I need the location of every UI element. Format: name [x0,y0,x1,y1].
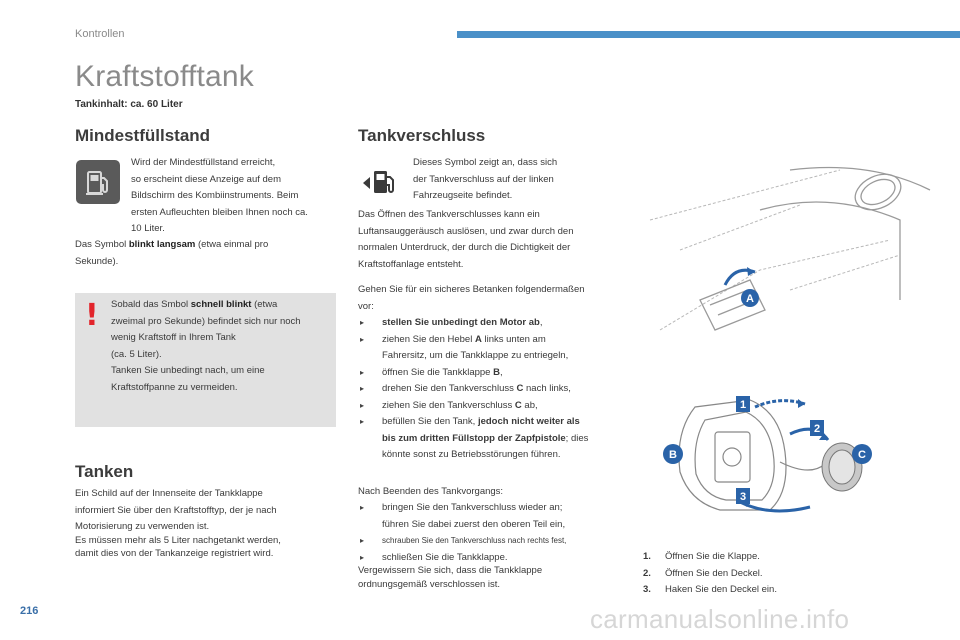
text-line: Wird der Mindestfüllstand erreicht, [131,157,276,168]
text-line: Luftansauggeräusch auslösen, und zwar durch den [358,225,574,237]
text-run: , [539,317,543,328]
text-line: der Tankverschluss auf der linken [413,173,554,185]
text-run: nach links, [523,383,571,394]
heading-mindestfuellstand: Mindestfüllstand [75,126,211,145]
fuel-pump-icon [82,166,114,198]
text-line: Tanken Sie unbedingt nach, um eine [111,365,265,376]
list-item [358,414,630,464]
text-line: normalen Unterdruck, der durch die Dichtigkeit der [358,242,571,253]
text-bold: blinkt langsam [128,239,196,250]
text-run: Fahrersitz, um die Tankklappe zu entriegeln, [382,350,569,361]
text-line: Sekunde). [75,255,119,267]
label-a: A [746,293,754,305]
warning-exclamation-icon: ! [85,298,99,333]
text-run: ziehen Sie den Tankverschluss [382,399,515,411]
list-item [358,398,630,415]
text-run: befüllen Sie den Tank, [382,416,478,427]
step-1-label: 1 [739,399,747,411]
step-2-label: 2 [813,423,821,435]
text-run: drehen Sie den Tankverschluss [382,383,517,394]
text-run: öffnen Sie die Tankklappe [382,366,494,378]
heading-tankverschluss: Tankverschluss [358,126,486,145]
step-number: 3. [643,584,651,595]
text-run: ab, [521,399,538,411]
text-line: ersten Aufleuchten bleiben Ihnen noch ca. [131,206,308,218]
text-line: ordnungsgemäß verschlossen ist. [358,579,501,590]
list-item [358,315,630,332]
text-line: (ca. 5 Liter). [111,348,162,360]
text-line: damit dies von der Tankanzeige registriert wird. [75,548,274,559]
header-accent-bar [457,31,960,38]
refuel-steps [358,315,630,464]
blink-slow-note [75,237,345,270]
after-refuel-steps [358,500,630,566]
step-text: Haken Sie den Deckel ein. [665,584,777,595]
text-run: (etwa [251,299,278,310]
text-run: schrauben Sie den Tankverschluss nach rechts fest, [382,536,567,545]
heading-tanken: Tanken [75,462,134,481]
text-line: 10 Liter. [131,223,165,234]
text-run: Das Symbol [75,239,129,250]
text-run: ; dies [565,432,589,444]
page-number: 216 [20,605,39,617]
text-line: so erscheint diese Anzeige auf dem [131,173,281,185]
text-line: Kraftstoffanlage entsteht. [358,258,464,270]
text-line: Fahrzeugseite befindet. [413,190,513,201]
page-title: Kraftstofftank [75,60,255,93]
step-number: 1. [643,551,651,562]
text-line: Ein Schild auf der Innenseite der Tankklappe [75,488,263,499]
text-line: Vergewissern Sie sich, dass die Tankklappe [358,565,543,576]
text-run: könnte sonst zu Betriebsstörungen führen. [382,449,561,460]
text-line: wenig Kraftstoff in Ihrem Tank [111,332,236,343]
text-bold: schnell blinkt [190,299,252,310]
fuel-flap-illustration [640,150,940,340]
list-item [358,332,630,365]
tank-cap-illustration [660,392,890,522]
closing-note [358,564,628,592]
text-line: Es müssen mehr als 5 Liter nachgetankt werden, [75,534,281,546]
step-3-label: 3 [739,491,747,503]
text-line: Bildschirm des Kombiinstruments. Beim [131,190,299,201]
tank-capacity: Tankinhalt: ca. 60 Liter [75,99,183,110]
text-run: (etwa einmal pro [195,239,269,250]
text-run: links unten am [481,333,546,345]
list-item [643,549,843,566]
text-bold: bis zum dritten Füllstopp der Zapfpistole [382,432,566,444]
label-b: B [669,449,677,461]
step-text: Öffnen Sie den Deckel. [665,567,763,579]
text-run: schließen Sie die Tankklappe. [382,551,508,563]
text-bold: jedoch nicht weiter als [477,416,580,427]
list-item [358,533,630,550]
text-run: , [499,366,503,378]
text-bold: C [516,383,524,394]
text-line: Motorisierung zu verwenden ist. [75,521,210,532]
pressure-note [358,207,628,273]
text-line: zweimal pro Sekunde) befindet sich nur noch [111,315,301,327]
text-run: bringen Sie den Tankverschluss wieder an; [382,502,563,513]
text-bold: C [514,399,522,411]
text-line: Gehen Sie für ein sicheres Betanken folgendermaßen [358,284,585,295]
illustration-steps [643,549,843,599]
tanken-description [75,486,345,563]
warning-text [111,297,333,396]
step-text: Öffnen Sie die Klappe. [665,551,760,562]
text-run: ziehen Sie den Hebel [382,333,475,345]
low-fuel-indicator [76,160,120,204]
procedure-intro [358,282,628,315]
fuel-side-description [413,155,613,205]
fuel-pump-icon [360,167,400,199]
text-bold: B [493,366,500,378]
text-line: informiert Sie über den Kraftstofftyp, der je nach [75,504,277,516]
label-c: C [858,449,866,461]
text-run: führen Sie dabei zuerst den oberen Teil ein, [382,518,566,530]
text-bold: A [474,333,482,345]
step-number: 2. [643,567,651,579]
text-line: Kraftstoffpanne zu vermeiden. [111,381,238,393]
list-item [643,582,843,599]
section-label: Kontrollen [75,28,125,40]
watermark: carmanualsonline.info [590,604,850,634]
after-refuel-intro: Nach Beenden des Tankvorgangs: [358,486,504,497]
text-line: vor: [358,300,374,312]
text-run: Sobald das Smbol [111,299,191,310]
list-item [358,500,630,533]
text-line: Das Öffnen des Tankverschlusses kann ein [358,209,540,220]
text-line: Dieses Symbol zeigt an, dass sich [413,157,558,168]
mindest-description [131,155,346,238]
list-item [358,381,630,398]
text-bold: stellen Sie unbedingt den Motor ab [382,317,540,328]
list-item [358,365,630,382]
list-item [643,566,843,583]
